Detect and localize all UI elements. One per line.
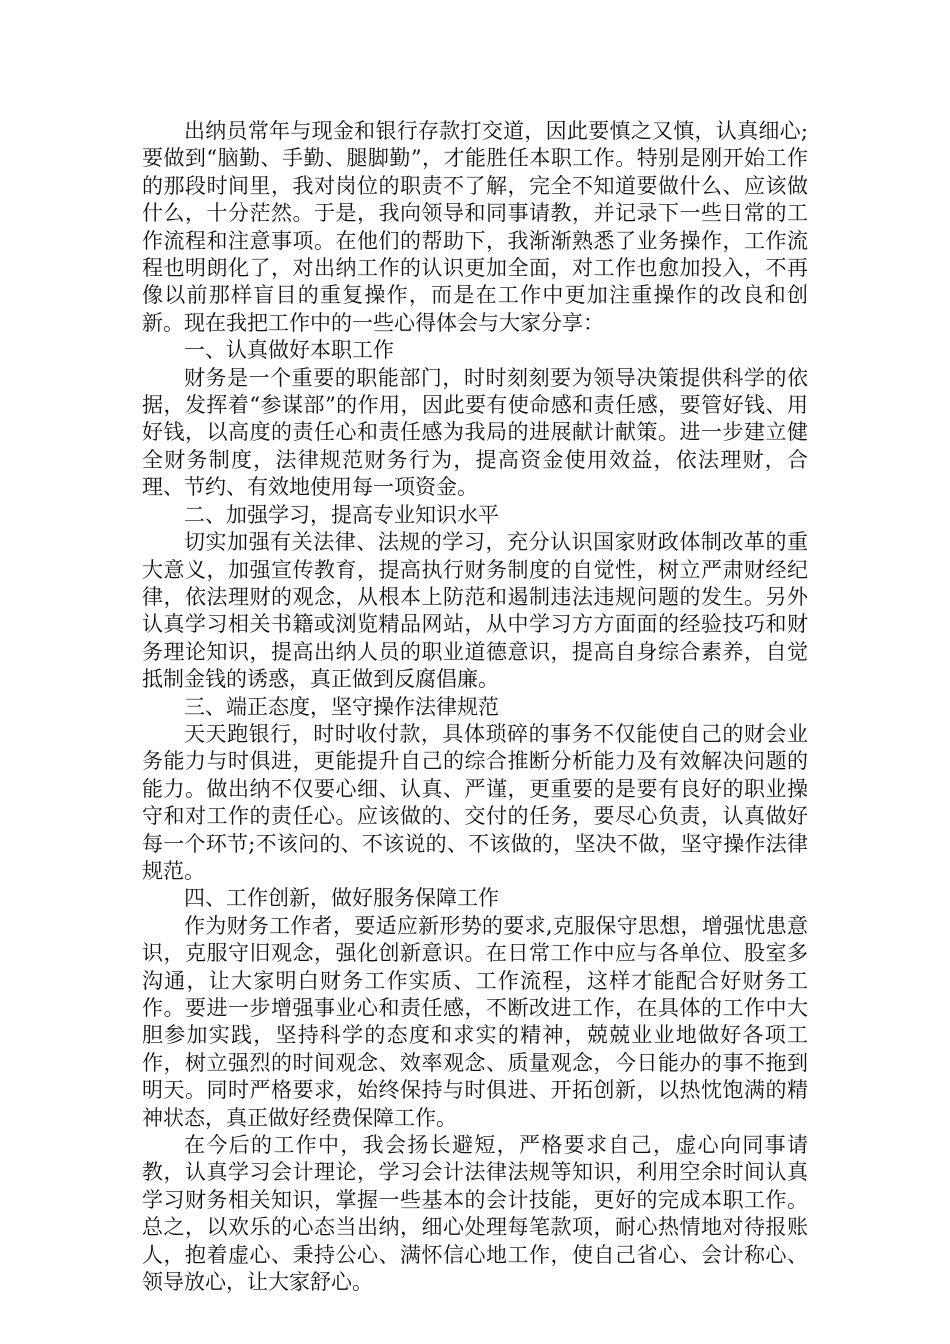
section-2-heading: 二、加强学习，提高专业知识水平 [184, 502, 499, 527]
section-3-heading: 三、端正态度，坚守操作法律规范 [184, 694, 499, 719]
section-4-paragraph: 作为财务工作者，要适应新形势的要求,克服保守思想，增强忧患意识，克服守旧观念，强化创新意识。在日常工作中应与各单位、股室多沟通，让大家明白财务工作实质、工作流程，这样才能配合好财务工作。要进一步增强事业心和责任感，不断改进工作，在具体的工作中大胆参加实践，坚持科学的态度和求实的精神，兢兢业业地做好各项工作，树立强烈的时间观念、效率观念、质量观念，今日能办的事不拖到明天。同时严格要求，始终保持与时俱进、开拓创新，以热忱饱满的精神状态，真正做好经费保障工作。 [142, 913, 808, 1130]
section-1-heading: 一、认真做好本职工作 [184, 338, 394, 363]
section-3-paragraph: 天天跑银行，时时收付款，具体琐碎的事务不仅能使自己的财会业务能力与时俱进，更能提升自己的综合推断分析能力及有效解决问题的能力。做出纳不仅要心细、认真、严谨，更重要的是要有良好的职业操守和对工作的责任心。应该做的、交付的任务，要尽心负责，认真做好每一个环节;不该问的、不该说的、不该做的，坚决不做，坚守操作法律规范。 [142, 721, 808, 883]
section-2-paragraph: 切实加强有关法律、法规的学习，充分认识国家财政体制改革的重大意义，加强宣传教育，提高执行财务制度的自觉性，树立严肃财经纪律，依法理财的观念，从根本上防范和遏制违法违规问题的发生。另外认真学习相关书籍或浏览精品网站，从中学习方方面面的经验技巧和财务理论知识，提高出纳人员的职业道德意识，提高自身综合素养，自觉抵制金钱的诱惑，真正做到反腐倡廉。 [142, 530, 808, 692]
intro-paragraph: 出纳员常年与现金和银行存款打交道，因此要慎之又慎，认真细心;要做到“脑勤、手勤、腿脚勤”，才能胜任本职工作。特别是刚开始工作的那段时间里，我对岗位的职责不了解，完全不知道要做什么、应该做什么，十分茫然。于是，我向领导和同事请教，并记录下一些日常的工作流程和注意事项。在他们的帮助下，我渐渐熟悉了业务操作，工作流程也明朗化了，对出纳工作的认识更加全面，对工作也愈加投入，不再像以前那样盲目的重复操作，而是在工作中更加注重操作的改良和创新。现在我把工作中的一些心得体会与大家分享： [142, 119, 808, 335]
document-page [142, 118, 808, 1296]
conclusion-paragraph: 在今后的工作中，我会扬长避短，严格要求自己，虚心向同事请教，认真学习会计理论，学习会计法律法规等知识，利用空余时间认真学习财务相关知识，掌握一些基本的会计技能，更好的完成本职工作。总之，以欢乐的心态当出纳，细心处理每笔款项，耐心热情地对待报账人，抱着虚心、秉持公心、满怀信心地工作，使自己省心、会计称心、领导放心，让大家舒心。 [142, 1133, 808, 1295]
section-1-paragraph: 财务是一个重要的职能部门，时时刻刻要为领导决策提供科学的依据，发挥着“参谋部”的作用，因此要有使命感和责任感，要管好钱、用好钱，以高度的责任心和责任感为我局的进展献计献策。进一步建立健全财务制度，法律规范财务行为，提高资金使用效益，依法理财，合理、节约、有效地使用每一项资金。 [142, 365, 808, 500]
section-4-heading: 四、工作创新，做好服务保障工作 [184, 886, 499, 911]
